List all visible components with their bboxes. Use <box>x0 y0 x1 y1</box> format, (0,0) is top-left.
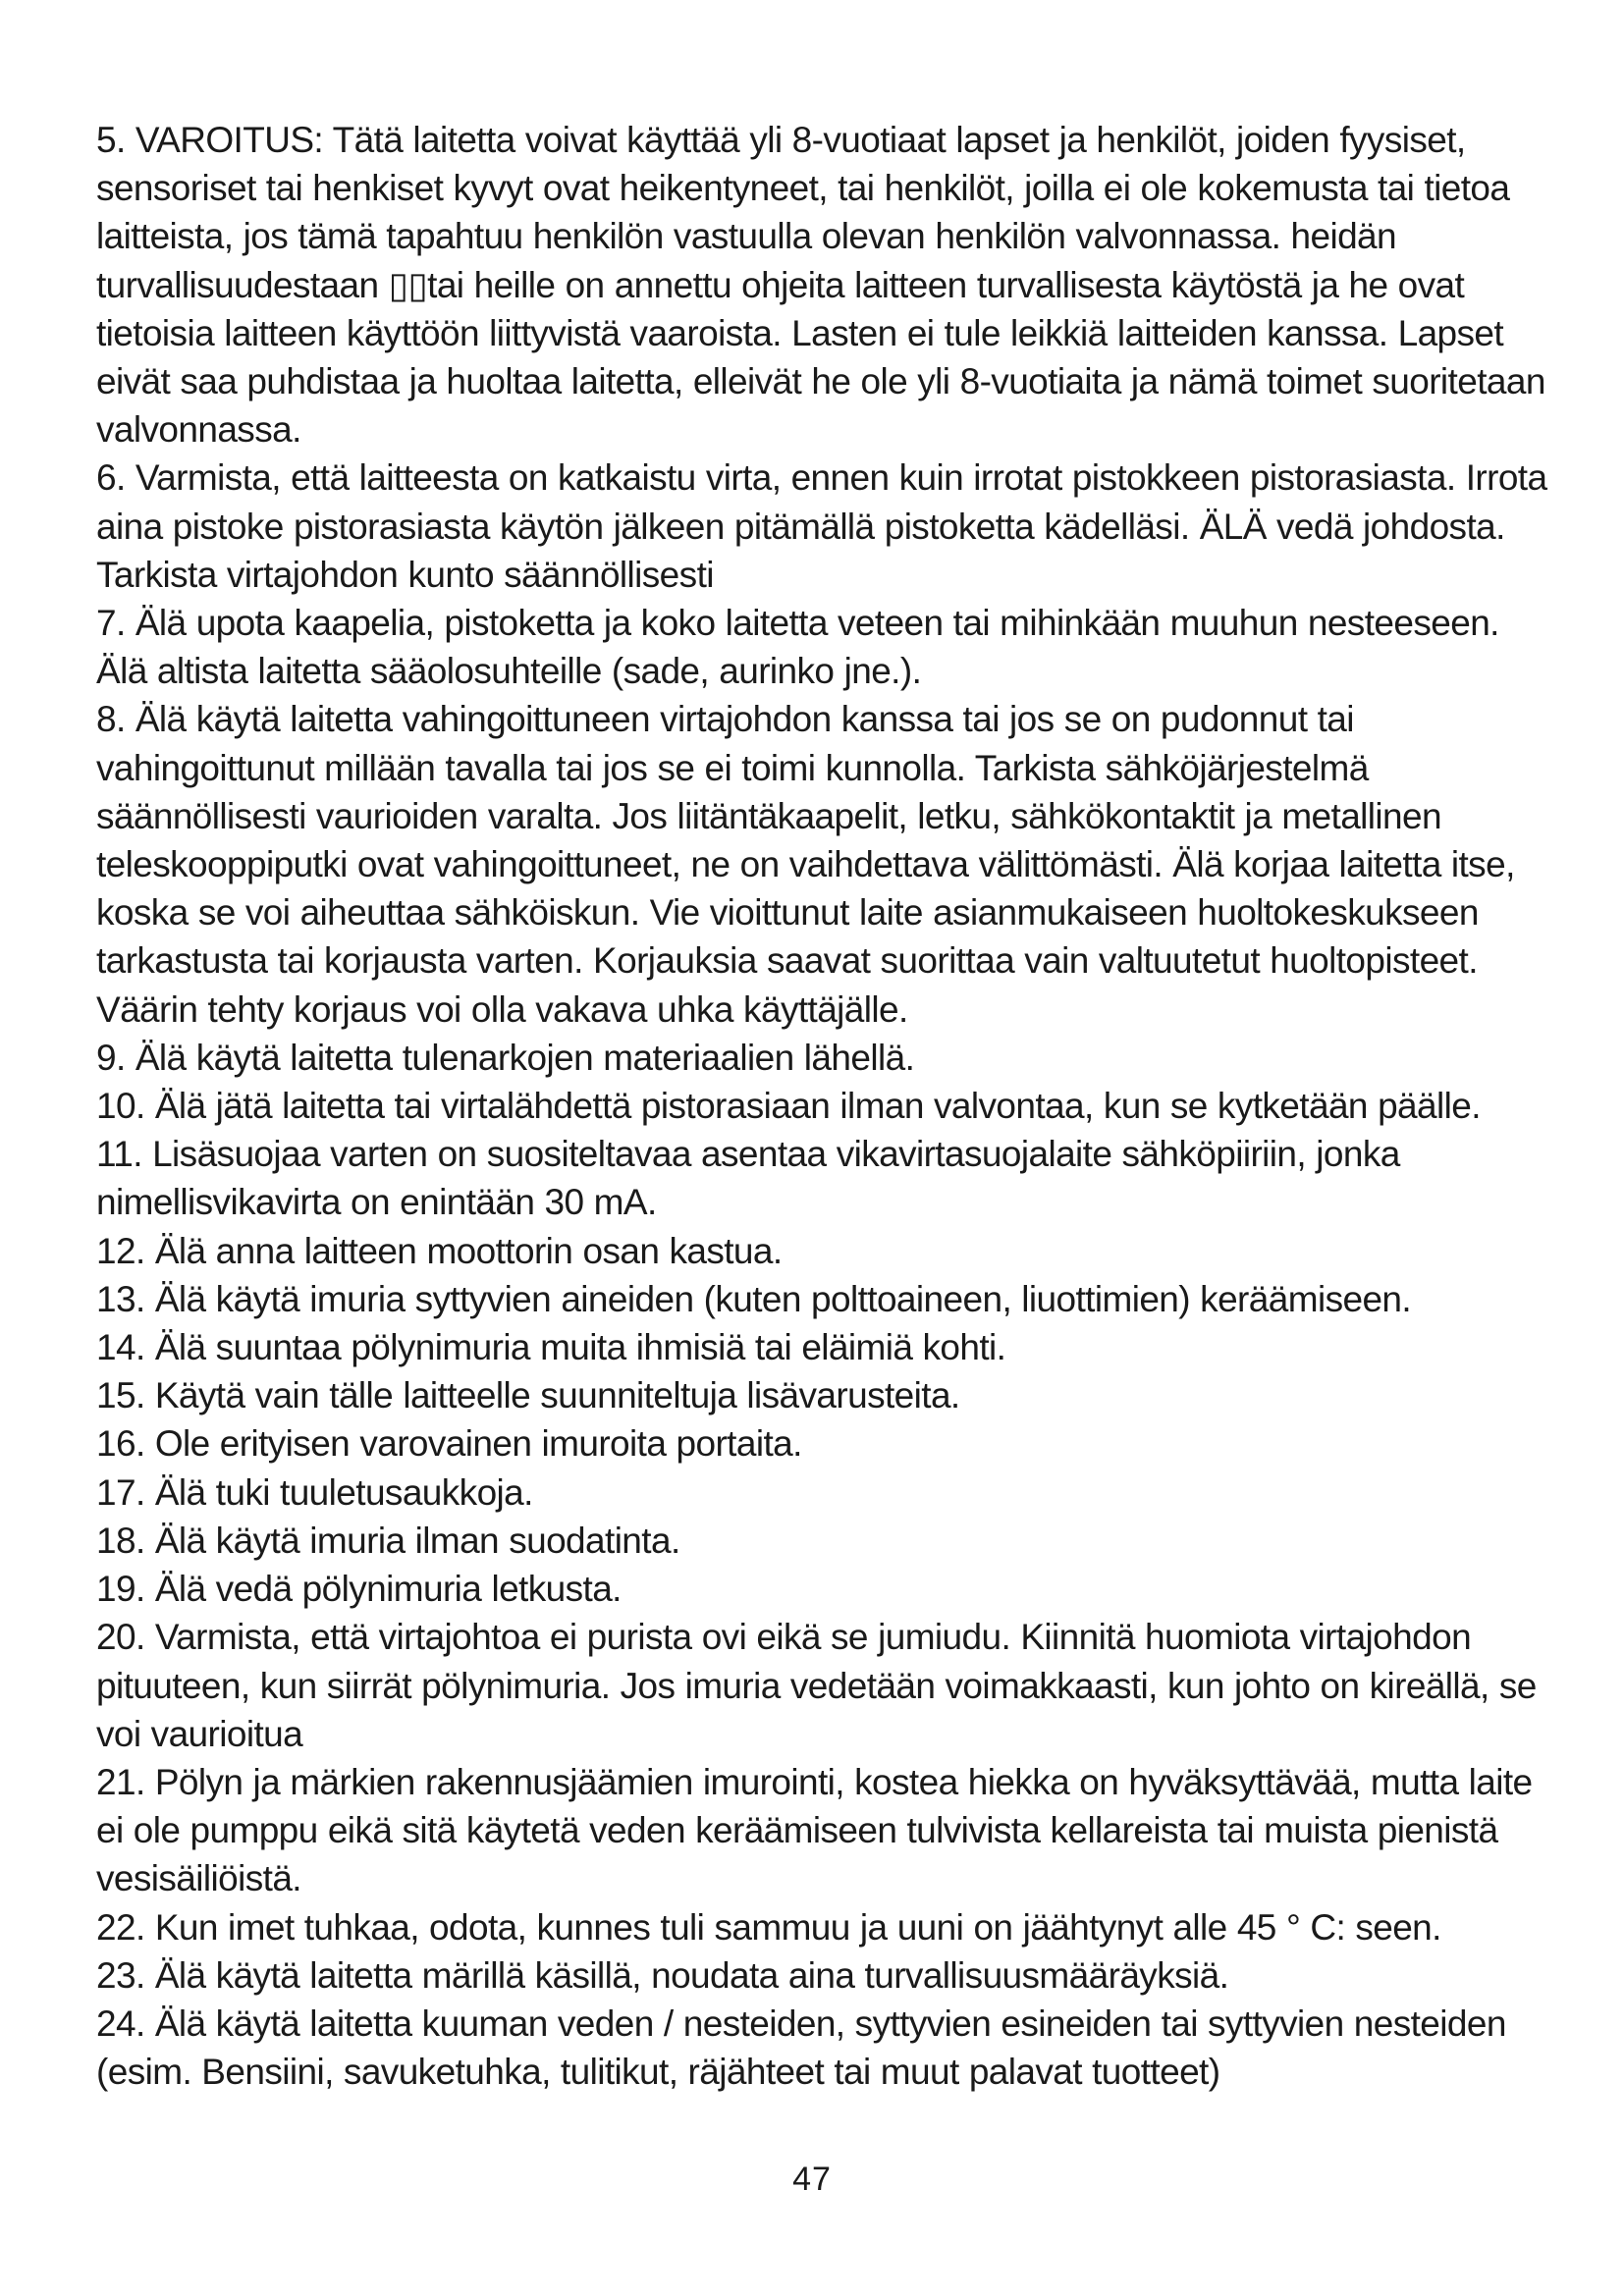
instruction-item-9: 9. Älä käytä laitetta tulenarkojen materiaalien lähellä. <box>96 1037 915 1078</box>
instruction-item-22: 22. Kun imet tuhkaa, odota, kunnes tuli sammuu ja uuni on jäähtynyt alle 45 ° C: seen. <box>96 1906 1441 1948</box>
instruction-item-7: 7. Älä upota kaapelia, pistoketta ja koko laitetta veteen tai mihinkään muuhun nesteeseen. Älä altista laitetta sääolosuhteille (sade, aurinko jne.). <box>96 603 1499 692</box>
instruction-item-20: 20. Varmista, että virtajohtoa ei purista ovi eikä se jumiudu. Kiinnitä huomiota virtajohdon pituuteen, kun siirrät pölynimuria. Jos imuria vedetään voimakkaasti, kun johto on kireällä, se voi vaurioitua <box>96 1617 1537 1754</box>
instruction-item-19: 19. Älä vedä pölynimuria letkusta. <box>96 1569 622 1610</box>
instruction-item-14: 14. Älä suuntaa pölynimuria muita ihmisiä tai eläimiä kohti. <box>96 1327 1006 1368</box>
instruction-item-10: 10. Älä jätä laitetta tai virtalähdettä pistorasiaan ilman valvontaa, kun se kytketään päälle. <box>96 1086 1481 1127</box>
instruction-item-6: 6. Varmista, että laitteesta on katkaistu virta, ennen kuin irrotat pistokkeen pistorasiasta. Irrota aina pistoke pistorasiasta käytön jälkeen pitämällä pistoketta kädelläsi. ÄLÄ vedä johdosta. Tarkista virtajohdon kunto säännöllisesti <box>96 457 1547 595</box>
instruction-item-11: 11. Lisäsuojaa varten on suositeltavaa asentaa vikavirtasuojalaite sähköpiiriin, jonka nimellisvikavirta on enintään 30 mA. <box>96 1134 1400 1223</box>
instruction-item-18: 18. Älä käytä imuria ilman suodatinta. <box>96 1520 680 1561</box>
instruction-item-8: 8. Älä käytä laitetta vahingoittuneen virtajohdon kanssa tai jos se on pudonnut tai vahingoittunut millään tavalla tai jos se ei toimi kunnolla. Tarkista sähköjärjestelmä säännöllisesti vaurioiden varalta. Jos liitäntäkaapelit, letku, sähkökontaktit ja metallinen teleskooppiputki ovat vahingoittuneet, ne on vaihdettava välittömästi. Älä korjaa laitetta itse, koska se voi aiheuttaa sähköiskun. Vie vioittunut laite asianmukaiseen huoltokeskukseen tarkastusta tai korjausta varten. Korjauksia saavat suorittaa vain valtuutetut huoltopisteet. Väärin tehty korjaus voi olla vakava uhka käyttäjälle. <box>96 699 1515 1030</box>
safety-instructions-list <box>96 116 1549 2096</box>
instruction-item-21: 21. Pölyn ja märkien rakennusjäämien imurointi, kostea hiekka on hyväksyttävää, mutta laite ei ole pumppu eikä sitä käytetä veden keräämiseen tulvivista kellareista tai muista pienistä vesisäiliöistä. <box>96 1761 1533 1899</box>
page-number: 47 <box>792 2161 832 2198</box>
instruction-item-12: 12. Älä anna laitteen moottorin osan kastua. <box>96 1230 783 1271</box>
instruction-item-13: 13. Älä käytä imuria syttyvien aineiden (kuten polttoaineen, liuottimien) keräämiseen. <box>96 1278 1412 1319</box>
instruction-item-16: 16. Ole erityisen varovainen imuroita portaita. <box>96 1423 802 1465</box>
instruction-item-24: 24. Älä käytä laitetta kuuman veden / nesteiden, syttyvien esineiden tai syttyvien nesteiden (esim. Bensiini, savuketuhka, tulitikut, räjähteet tai muut palavat tuotteet) <box>96 2002 1506 2093</box>
instruction-item-17: 17. Älä tuki tuuletusaukkoja. <box>96 1471 533 1513</box>
instruction-item-15: 15. Käytä vain tälle laitteelle suunniteltuja lisävarusteita. <box>96 1375 960 1416</box>
instruction-item-5: 5. VAROITUS: Tätä laitetta voivat käyttää yli 8-vuotiaat lapset ja henkilöt, joiden fyysiset, sensoriset tai henkiset kyvyt ovat heikentyneet, tai henkilöt, joilla ei ole kokemusta tai tietoa laitteista, jos tämä tapahtuu henkilön vastuulla olevan henkilön valvonnassa. heidän turvallisuudestaan ▯▯tai heille on annettu ohjeita laitteen turvallisesta käytöstä ja he ovat tietoisia laitteen käyttöön liittyvistä vaaroista. Lasten ei tule leikkiä laitteiden kanssa. Lapset eivät saa puhdistaa ja huoltaa laitetta, elleivät he ole yli 8-vuotiaita ja nämä toimet suoritetaan valvonnassa. <box>96 120 1545 451</box>
instruction-item-23: 23. Älä käytä laitetta märillä käsillä, noudata aina turvallisuusmääräyksiä. <box>96 1954 1229 1996</box>
